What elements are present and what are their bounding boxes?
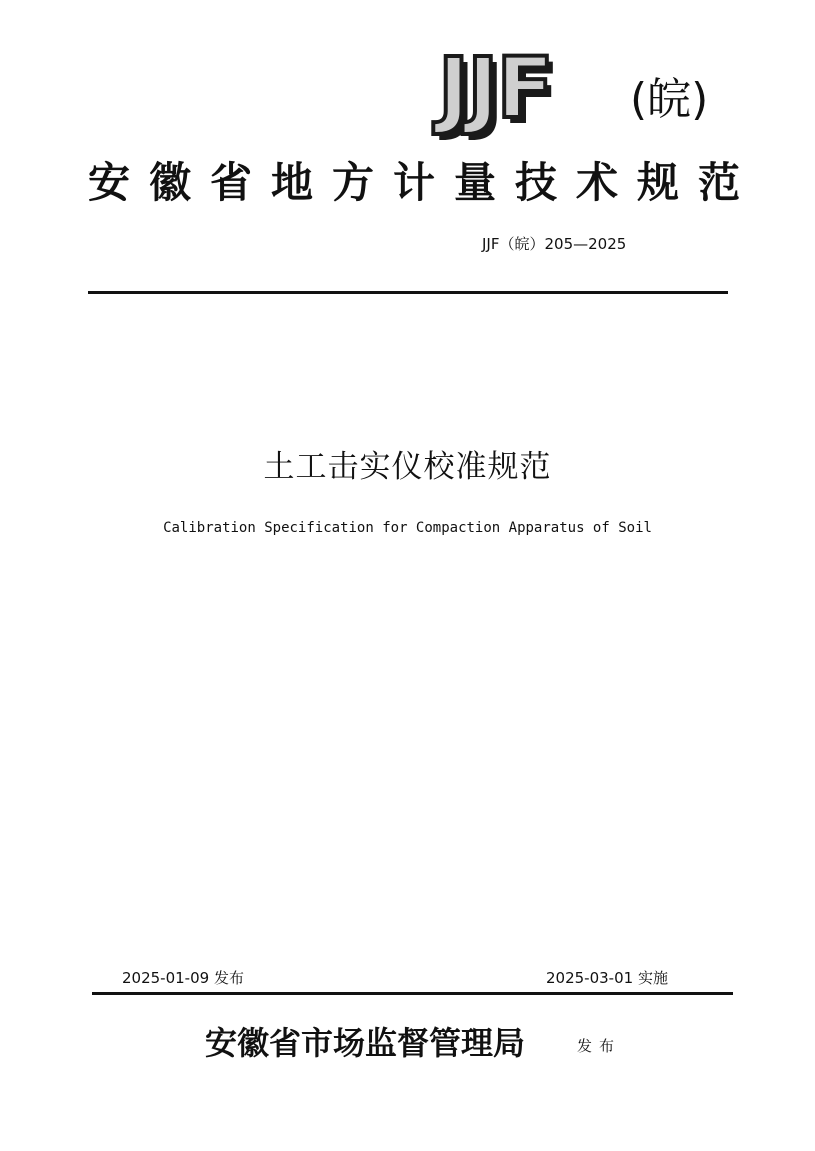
document-number: JJF（皖）205—2025 xyxy=(482,235,627,253)
logo-region-suffix: (皖) xyxy=(630,74,709,125)
specification-title-english: Calibration Specification for Compaction Apparatus of Soil xyxy=(163,520,652,536)
top-divider xyxy=(88,291,728,294)
effective-date: 2025-03-01 实施 xyxy=(546,969,668,987)
issue-date: 2025-01-09 发布 xyxy=(122,969,244,987)
issuing-authority: 安徽省市场监督管理局 xyxy=(205,1024,526,1062)
standard-category-title: 安徽省地方计量技术规范 xyxy=(88,158,760,207)
specification-title-chinese: 土工击实仪校准规范 xyxy=(263,449,552,485)
issuing-action: 发布 xyxy=(577,1037,622,1055)
bottom-divider xyxy=(92,992,733,995)
jjf-logo xyxy=(438,39,738,137)
logo-letters: JJF xyxy=(438,39,552,137)
